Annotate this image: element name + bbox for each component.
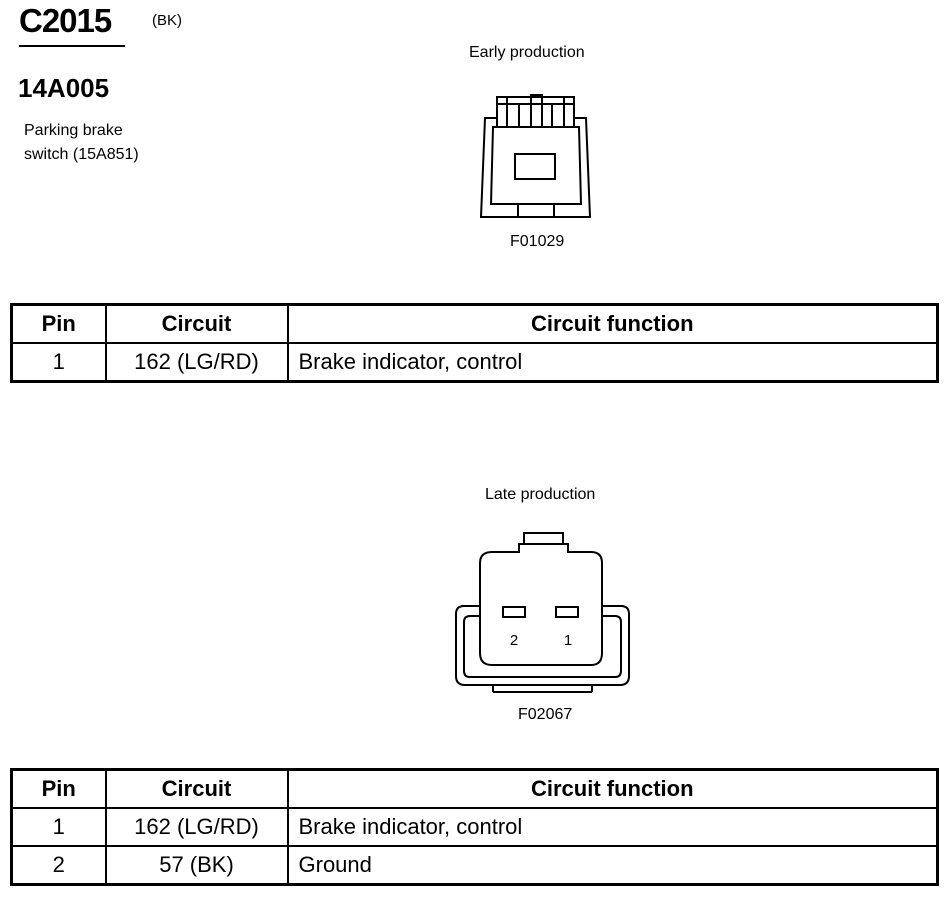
circuit-cell: 162 (LG/RD) — [106, 343, 288, 382]
table-header-row — [12, 305, 938, 344]
table-row — [12, 846, 938, 885]
header-circuit: Circuit — [106, 305, 288, 344]
header-pin: Pin — [12, 305, 106, 344]
component-description-line2: switch (15A851) — [24, 146, 139, 163]
early-pin-table — [10, 303, 939, 383]
header-circuit: Circuit — [106, 770, 288, 809]
late-connector-drawing — [450, 530, 635, 695]
early-figure-number: F01029 — [510, 233, 565, 250]
table-header-row — [12, 770, 938, 809]
connector-color: (BK) — [152, 12, 182, 29]
circuit-cell: 57 (BK) — [106, 846, 288, 885]
table-row — [12, 808, 938, 846]
header-circuit-function: Circuit function — [288, 770, 938, 809]
late-figure-number: F02067 — [518, 706, 573, 723]
circuit-function-cell: Brake indicator, control — [288, 343, 938, 382]
table-row — [12, 343, 938, 382]
part-number: 14A005 — [18, 73, 110, 103]
pin-cell: 1 — [12, 808, 106, 846]
component-description-line1: Parking brake — [24, 122, 123, 139]
pin-cell: 1 — [12, 343, 106, 382]
connector-id-underline — [19, 45, 125, 47]
pin-cell: 2 — [12, 846, 106, 885]
late-pin-table — [10, 768, 939, 886]
circuit-function-cell: Brake indicator, control — [288, 808, 938, 846]
header-circuit-function: Circuit function — [288, 305, 938, 344]
circuit-cell: 162 (LG/RD) — [106, 808, 288, 846]
pin-label-2: 2 — [509, 632, 519, 649]
early-connector-drawing — [478, 94, 594, 222]
circuit-function-cell: Ground — [288, 846, 938, 885]
early-production-title: Early production — [469, 44, 585, 61]
connector-id: C2015 — [19, 2, 112, 39]
pin-label-1: 1 — [563, 632, 573, 649]
late-production-title: Late production — [485, 486, 596, 503]
header-pin: Pin — [12, 770, 106, 809]
